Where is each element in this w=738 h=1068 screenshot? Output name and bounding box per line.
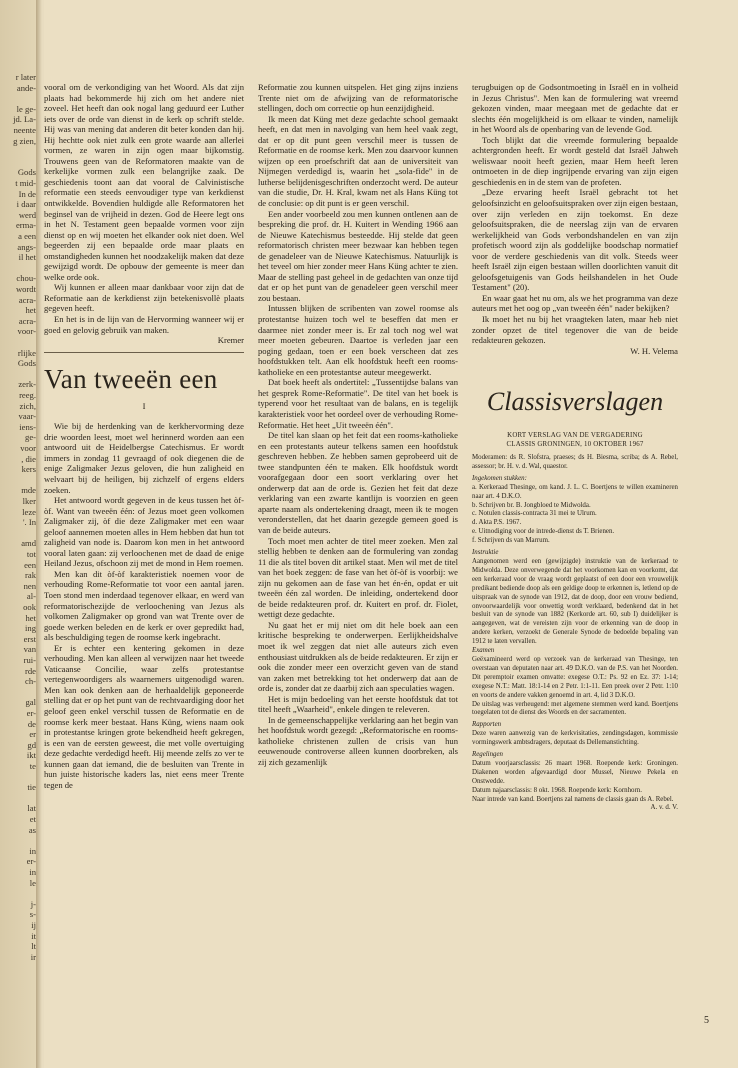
- margin-text-fragment: de: [27, 718, 36, 729]
- margin-text-fragment: het: [25, 612, 36, 623]
- margin-text-fragment: leze: [22, 506, 36, 517]
- margin-text-fragment: van: [23, 644, 36, 655]
- col1-paragraph: En het is in de lijn van de Hervorming wanneer wij er goed en gelovig gebruik van maken.: [44, 314, 244, 335]
- margin-text-fragment: amd: [21, 538, 36, 549]
- ingekomen-item: f. Schrijven ds van Marrum.: [472, 537, 550, 545]
- margin-text-fragment: iens-: [19, 421, 36, 432]
- margin-text-fragment: t mid-: [15, 178, 36, 188]
- col2-paragraph: Toch moet men achter de titel meer zoeken. Men zal stellig hebben te denken aan de formulering van zondag 11 die als titel boven dit artikel staat. Men wil met de titel van het boek zeggen: de fase van het òf-òf is voorbij: we zijn nu gekomen aan de fase van het én-én, opdat er uit tweeën één zal worden. De inleiding, ondertekend door de beide redakteuren prof. dr. Kuitert en prof. dr. Fiolet, wettigt deze gedachte.: [258, 535, 458, 620]
- col3-paragraph: En waar gaat het nu om, als we het programma van deze auteurs met het oog op „van tweeën één" nader bekijken?: [472, 292, 678, 314]
- margin-text-fragment: ing: [25, 623, 36, 634]
- margin-text-fragment: te: [29, 761, 36, 771]
- margin-text-fragment: er-: [26, 708, 36, 718]
- margin-text-fragment: jd. La-: [13, 114, 36, 125]
- col2-paragraph: Dat boek heeft als ondertitel: „Tussentijdse balans van het gesprek Rome-Reformatie". De titel van het boek is typerend voor het resultaat van de balans, en is tegelijk karakteristiek voor het oordeel over de verhouding Rome-Reformatie. Het heet „Uit tweeën één".: [258, 377, 458, 430]
- ingekomen-item: e. Uitnodiging voor de intrede-dienst ds T. Brienen.: [472, 528, 615, 536]
- margin-text-fragment: tie: [27, 782, 36, 793]
- margin-text-fragment: voor-: [17, 326, 36, 337]
- subheading-regelingen: Regelingen: [472, 751, 503, 759]
- margin-text-fragment: werd: [18, 209, 36, 220]
- article-headline: Van tweeën een: [44, 363, 218, 394]
- margin-text-fragment: zich,: [19, 400, 36, 411]
- regelingen-item: Datum voorjaarsclassis: 26 maart 1968. Roepende kerk: Groningen. Diakenen worden afgevaardigd door Mussel, Nieuwe Pekela en Onstwedde.: [472, 759, 678, 785]
- margin-text-fragment: s-: [29, 909, 36, 920]
- margin-text-fragment: vaar-: [18, 411, 36, 422]
- col1-paragraph: Er is echter een kentering gekomen in deze verhouding. Men kan alleen al verwijzen naar het tweede Vaticaanse Concilie, waar zelfs protestantse vertegenwoordigers als waarnemers uitgenodigd waren. Men kan ook denken aan de herhaaldelijk geponeerde stelling dat er op het punt van de rechtvaardiging door het geloof geen enkel verschil tussen de Reformatie en de roomse kerk meer bestaat. Hans Küng, wiens naam ook in protestantse kringen grote bekendheid heeft gekregen, is een van de eersten geweest, die met volle overtuiging deze gedachte verdedigd heeft. Hij meende zelfs zo ver te kunnen gaan dat iemand, die de besluiten van Trente in hun juiste historische kaders las, niet eens meer Trente tegen de: [44, 642, 244, 790]
- margin-text-fragment: chou-: [16, 273, 36, 284]
- margin-text-fragment: Gods: [17, 167, 36, 178]
- subheading-instruktie: Instruktie: [472, 549, 499, 557]
- col1-paragraph: Wij kunnen er alleen maar dankbaar voor zijn dat de Reformatie aan de kerkdienst zijn betekenisvollè plaats gegeven heeft.: [44, 282, 244, 314]
- margin-text-fragment: in: [29, 867, 36, 877]
- report-initials: A. v. d. V.: [650, 804, 678, 812]
- col3-paragraph: Ik moet het nu bij het vraagteken laten, maar heb niet zonder opzet de titel tegenover die van de beide redakteuren gekozen.: [472, 314, 678, 346]
- subheading-ingekomen: Ingekomen stukken:: [472, 474, 527, 482]
- margin-text-fragment: le ge-: [16, 103, 36, 114]
- margin-text-fragment: kers: [21, 464, 36, 475]
- margin-text-fragment: ande-: [16, 82, 36, 93]
- margin-text-fragment: tot: [26, 549, 36, 559]
- margin-text-fragment: Gods: [17, 358, 36, 369]
- margin-text-fragment: lker: [22, 496, 36, 506]
- col3-signature: W. H. Velema: [630, 345, 678, 356]
- margin-text-fragment: rlijke: [17, 347, 36, 358]
- margin-text-fragment: er-: [26, 856, 36, 867]
- ingekomen-item: d. Akta P.S. 1967.: [472, 519, 522, 527]
- margin-text-fragment: er: [29, 729, 36, 740]
- margin-text-fragment: as: [28, 824, 36, 835]
- margin-text-fragment: r later: [15, 72, 36, 82]
- col3-paragraph: terugbuigen op de Godsontmoeting in Israël en in volheid in Jezus Christus". Men kan de formulering wat vreemd gekozen vinden, maar meegaan met de gedachte dat er slechts één mogelijkheid is om elkaar te vinden, namelijk in het Woord als de openbaring van de levende God.: [472, 82, 678, 135]
- margin-text-fragment: g zien,: [13, 135, 36, 146]
- col3-paragraph: „Deze ervaring heeft Israël gebracht tot het geloofsinzicht en geloofsuitspraken over zijn eigen bestaan, over zijn verleden en zijn toekomst. En deze geloofsuitspraken, die de neerslag zijn van de ervaren werkelijkheid van Gods verbondshandelen en van zijn profetisch woord zijn als goddelijke boodschap normatief voor de verdere geschiedenis van dit volk. Steeds weer heeft Israël zijn eigen bestaan willen doorlichten vanuit dit geloofsgetuigenis van Gods heilshandelen in het Oude Testament" (20).: [472, 187, 678, 293]
- margin-text-fragment: wordt: [15, 284, 36, 294]
- margin-text-fragment: mde: [21, 485, 36, 496]
- col3-paragraph: Toch blijkt dat die vreemde formulering bepaalde achtergronden heeft. Er wordt gesteld dat Israël Jahweh weliswaar nooit heeft gezien, maar Hem heeft leren ontmoeten in de diep ingrijpende ervaring van zijn eigen geschiedenis en in de stem van de profeten.: [472, 134, 678, 187]
- report-heading: KORT VERSLAG VAN DE VERGADERING: [507, 432, 643, 440]
- margin-text-fragment: ook: [23, 602, 36, 612]
- report-heading: CLASSIS GRONINGEN, 10 OKTOBER 1967: [506, 441, 644, 449]
- section-divider: [44, 352, 244, 353]
- margin-text-fragment: een: [24, 559, 36, 570]
- examen-text: De uitslag was verheugend: met algemene stemmen werd kand. Boertjens toegelaten tot de dienst des Woords en der sacramenten.: [472, 700, 678, 717]
- col2-paragraph: Nu gaat het er mij niet om dit hele boek aan een kritische bespreking te onderwerpen. Eerlijkheidshalve moet ik wel zeggen dat niet alle auteurs zich even enthousiast uitdrukken als de beide redakteuren. Er zijn er ook die zonder meer een overzicht geven van de stand van zaken met betrekking tot het onderwerp dat aan de orde is, zonder dat ze daarbij zich aan speculaties wagen.: [258, 619, 458, 694]
- column-1: [44, 82, 244, 1018]
- margin-text-fragment: In de: [18, 188, 36, 199]
- margin-text-fragment: j-: [30, 898, 36, 909]
- margin-text-fragment: lat: [27, 803, 36, 814]
- ingekomen-item: c. Notulen classis-contracta 31 mei te Ulrum.: [472, 510, 597, 518]
- col1-paragraph: vooral om de verkondiging van het Woord. Als dat zijn plaats had bekommerde hij zich om het andere niet zoveel. Het heeft dan ook nogal lang geduurd eer Luther iets over de orde van dienst in de kerk op schrift stelde. Hij was van mening dat anderen dit beter konden dan hij. Hij hechtte ook niet zulk een grote waarde aan allerlei vormen, ze waren in zijn ogen maar bijkomstig. Trouwens geen van de Reformatoren maakte van de kerkelijke vormen zulk een belangrijke zaak. De geschiedenis toont aan dat vooral de Calvinistische reformatie een steeds eenvoudiger type van kerkdienst ontwikkelde. Bovendien huldigde alle Reformatoren het beginsel van de vrijheid in dezen. God de Heere legt ons in het N. Testament geen bepaalde vormen voor zijn dienst op en wij moeten het elkander ook niet doen. Wel begeerden zij een bepaalde orde maar plaats en omstandigheden kunnen het noodzakelijk maken dat deze gewijzigd wordt. De opbouw der gemeente is meer dan welke orde ook.: [44, 82, 244, 282]
- col2-paragraph: Een ander voorbeeld zou men kunnen ontlenen aan de bespreking die prof. dr. H. Kuitert in Wending 1966 aan de Nieuwe Katechismus besteedde. Hij stelde dat geen reformatorisch christen meer bezwaar kan hebben tegen de genadeleer van de Nieuwe Katechismus. Natuurlijk is het teveel om hier zonder meer Hans Küng achter te zien. Maar de stelling past geheel in de gedachten van onze tijd dat er op het punt van de genadeleer geen verschil meer zou bestaan.: [258, 208, 458, 303]
- regelingen-item: Datum najaarsclassis: 8 okt. 1968. Roepende kerk: Kornhorn.: [472, 786, 642, 794]
- subheading-rapporten: Rapporten: [472, 721, 502, 729]
- margin-text-fragment: erma-: [15, 220, 36, 231]
- margin-text-fragment: gd: [27, 739, 36, 750]
- margin-text-fragment: ikt: [26, 750, 36, 761]
- margin-text-fragment: rui-: [23, 655, 36, 665]
- margin-text-fragment: al-: [26, 591, 36, 602]
- margin-text-fragment: in: [29, 845, 36, 856]
- margin-text-fragment: angs-: [17, 241, 36, 252]
- margin-text-fragment: ij: [31, 920, 36, 930]
- rapporten-text: Deze waren aanwezig van de kerkvisitaties, zendingsdagen, kommissie vormingswerk ambtsdragers, deputaat ds Dellemanstichting.: [472, 730, 678, 747]
- margin-text-fragment: erst: [23, 633, 36, 644]
- classis-report: [472, 432, 678, 813]
- margin-text-fragment: rde: [25, 665, 36, 676]
- section-title-classisverslagen: Classisverslagen: [486, 387, 664, 417]
- margin-text-fragment: i daar: [16, 199, 36, 210]
- regelingen-item: Naar intrede van kand. Boertjens zal namens de classis gaan ds A. Rebel.: [472, 795, 674, 803]
- col2-paragraph: Ik meen dat Küng met deze gedachte school gemaakt heeft, en dat men in navolging van hem heel vaak zegt, dat er op dit punt geen verschil meer is tussen de Reformatie en de roomse kerk. Men zou daarvoor kunnen wijzen op een proefschrift dat aan de universiteit van Nijmegen verdedigd is, waarin het „sola-fide" in de lutherse belijdenisgeschriften onderzocht werd. De auteur van die studie, Dr. H. Kral, kwam net als Hans Küng tot de conclusie: op dit punt is er geen verschil.: [258, 113, 458, 209]
- margin-text-fragment: ir: [30, 951, 36, 962]
- moderamen-text: Moderamen: ds R. Slofstra, praeses; ds H. Biesma, scriba; ds A. Rebel, assessor; br. H. v. d. Wal, quaestor.: [472, 454, 678, 470]
- margin-text-fragment: gal: [25, 697, 36, 708]
- col2-paragraph: Intussen blijken de scribenten van zowel roomse als protestantse huizen toch wel te beseffen dat men er daarmee niet zonder meer is. Er zal toch nog wel wat meer moeten gebeuren. Daartoe is verleden jaar een poging gedaan, toen er een boek verscheen dat zes hoofdstukken telt. Aan elk hoofdstuk heeft een rooms-katholieke en een protestantse auteur meegewerkt.: [258, 303, 458, 377]
- margin-text-fragment: rak: [25, 570, 36, 581]
- margin-text-fragment: le: [29, 877, 36, 888]
- margin-text-fragment: '. In: [22, 517, 36, 528]
- margin-text-fragment: ch-: [25, 676, 36, 687]
- page-number: 5: [704, 1015, 709, 1026]
- margin-text-fragment: et: [29, 814, 36, 824]
- magazine-page: [44, 0, 738, 1068]
- instruktie-text: Aangenomen werd een (gewijzigde) instruktie van de kerkeraad te Midwolda. Deze onverwegende dat het voorkomen kan en voorkomt, dat een kerkeraad voor de vraag wordt geplaatst of een door een vrouwelijk predikant bediende doop als een geldige doop te erkennen is, letlend op de uitspraak van de synode van 1912, dat de doop, door een vrouw bediend, onvoorwaardelijk voor onwettig wordt verklaard, bedenkend dat in het besluit van de synode van 1882 (Kerkorde art. 60, sub I) duidelijker is aangegeven, wat de vereisten zijn voor de erkenning van de doop in andere kerken, verzoekt de Generale Synode de bedoelde bepaling van 1912 te laten vervallen.: [472, 558, 678, 646]
- col1-paragraph: Het antwoord wordt gegeven in de keus tussen het òf-òf. Want van tweeën één: of Jezus moet geen volkomen Zaligmaker zij, òf die deze Zaligmaker met een waar geloof aannemen moeten alles in Hem hebben dat hun tot zaligheid van node is. Daarom kon men in het antwoord vooral laten gaan: zij verloochenen met de daad de enige Heiland Jezus, ofschoon zij met de mond in Hem roemen.: [44, 495, 244, 569]
- col1-paragraph: Men kan dit òf-òf karakteristiek noemen voor de verhouding Rome-Reformatie tot voor een aantal jaren. Toen stond men inderdaad tegenover elkaar, en werd van reformatorischezijde de verloochening van Jezus als volkomen Zaligmaker op grond van wat Trente over de goede werken beleden en de kerk er over gepredikt had, als beschuldiging tegen de roomse kerk ingebracht.: [44, 568, 244, 643]
- article-part-number: I: [142, 400, 146, 411]
- margin-text-fragment: het: [25, 305, 36, 316]
- subheading-examen: Examen: [472, 647, 495, 655]
- margin-text-fragment: il het: [18, 252, 36, 263]
- margin-text-fragment: a een: [18, 231, 36, 241]
- margin-text-fragment: zerk-: [18, 379, 36, 390]
- col1-paragraph: Wie bij de herdenking van de kerkhervorming deze drie woorden leest, moet wel herinnerd worden aan een antwoord uit de Heidelbergse Catechismus. Er wordt immers in zondag 11 gevraagd of ook diegenen die de enige Zaligmaker Jezus geloven, die hun zaligheid en welvaart bij de heiligen, bij zichzelf of ergens elders zoeken.: [44, 421, 244, 495]
- margin-text-fragment: reeg.: [19, 390, 36, 400]
- margin-text-fragment: lt: [31, 941, 36, 952]
- margin-text-fragment: acra-: [18, 315, 36, 326]
- col2-paragraph: In de gemeenschappelijke verklaring aan het begin van het hoofdstuk wordt gezegd: „Reformatorische en rooms-katholieke christenen zullen de crisis van hun eeuwenoude controverse alleen kunnen doorbreken, als zij zich gezamenlijk: [258, 714, 458, 767]
- col2-paragraph: Het is mijn bedoeling van het eerste hoofdstuk dat tot titel heeft „Waarheid", enkele dingen te releveren.: [258, 693, 458, 715]
- ingekomen-item: b. Schrijven br. B. Jongbloed te Midwolda.: [472, 501, 591, 509]
- margin-text-fragment: voor: [20, 443, 36, 453]
- ingekomen-item: a. Kerkeraad Thesinge, om kand. J. L. C. Boertjens te willen examineren naar art. 4 D.K.O.: [472, 483, 678, 500]
- col1-signature: Kremer: [217, 335, 244, 346]
- margin-text-fragment: neente: [13, 125, 36, 135]
- margin-text-fragment: nen: [23, 580, 36, 591]
- left-page-margin-fragment: [0, 0, 36, 1068]
- col2-paragraph: De titel kan slaan op het feit dat een rooms-katholieke en een protestants auteur telkens samen een hoofdstuk geschreven hebben. Ze hebben samen geprobeerd uit de twee standpunten één te maken. Elk hoofdstuk wordt voorafgegaan door een soort verklaring over het onderwerp dat aan de orde is. Gezien het feit dat deze verklaring van een zwarte kantlijn is voorzien en geen aparte naam als ondertekening draagt, meen ik te mogen veronderstellen, dat het daarin gezegde gemeen goed is van de beide auteurs.: [258, 430, 458, 535]
- margin-text-fragment: acra-: [18, 294, 36, 305]
- book-spine-shadow: [36, 0, 42, 1068]
- margin-text-fragment: , die: [21, 453, 36, 464]
- column-2: [258, 82, 458, 1018]
- col2-paragraph: Reformatie zou kunnen uitspelen. Het ging zijns inziens Trente niet om de afwijzing van de reformatorische stellingen, doch om correctie op hun eenzijdigheid.: [258, 82, 458, 114]
- margin-text-fragment: it: [31, 930, 36, 941]
- margin-text-fragment: ge-: [25, 432, 36, 443]
- examen-text: Geëxamineerd werd op verzoek van de kerkeraad van Thesinge, ten overstaan van deputaten naar art. 49 D.K.O. van de P.S. van het Noorden. Dit peremptoir examen omvatte: exegese O.T.: Ps. 92 en Ez. 37: 1-14; exegese N.T.: Matt. 18:1-14 en 2 Petr. 1:1-11. Een preek over 2 Petr. 1:10 en voorts de andere vakken genoemd in art. 4, lid 3 D.K.O.: [472, 655, 678, 699]
- column-3: [472, 82, 678, 1018]
